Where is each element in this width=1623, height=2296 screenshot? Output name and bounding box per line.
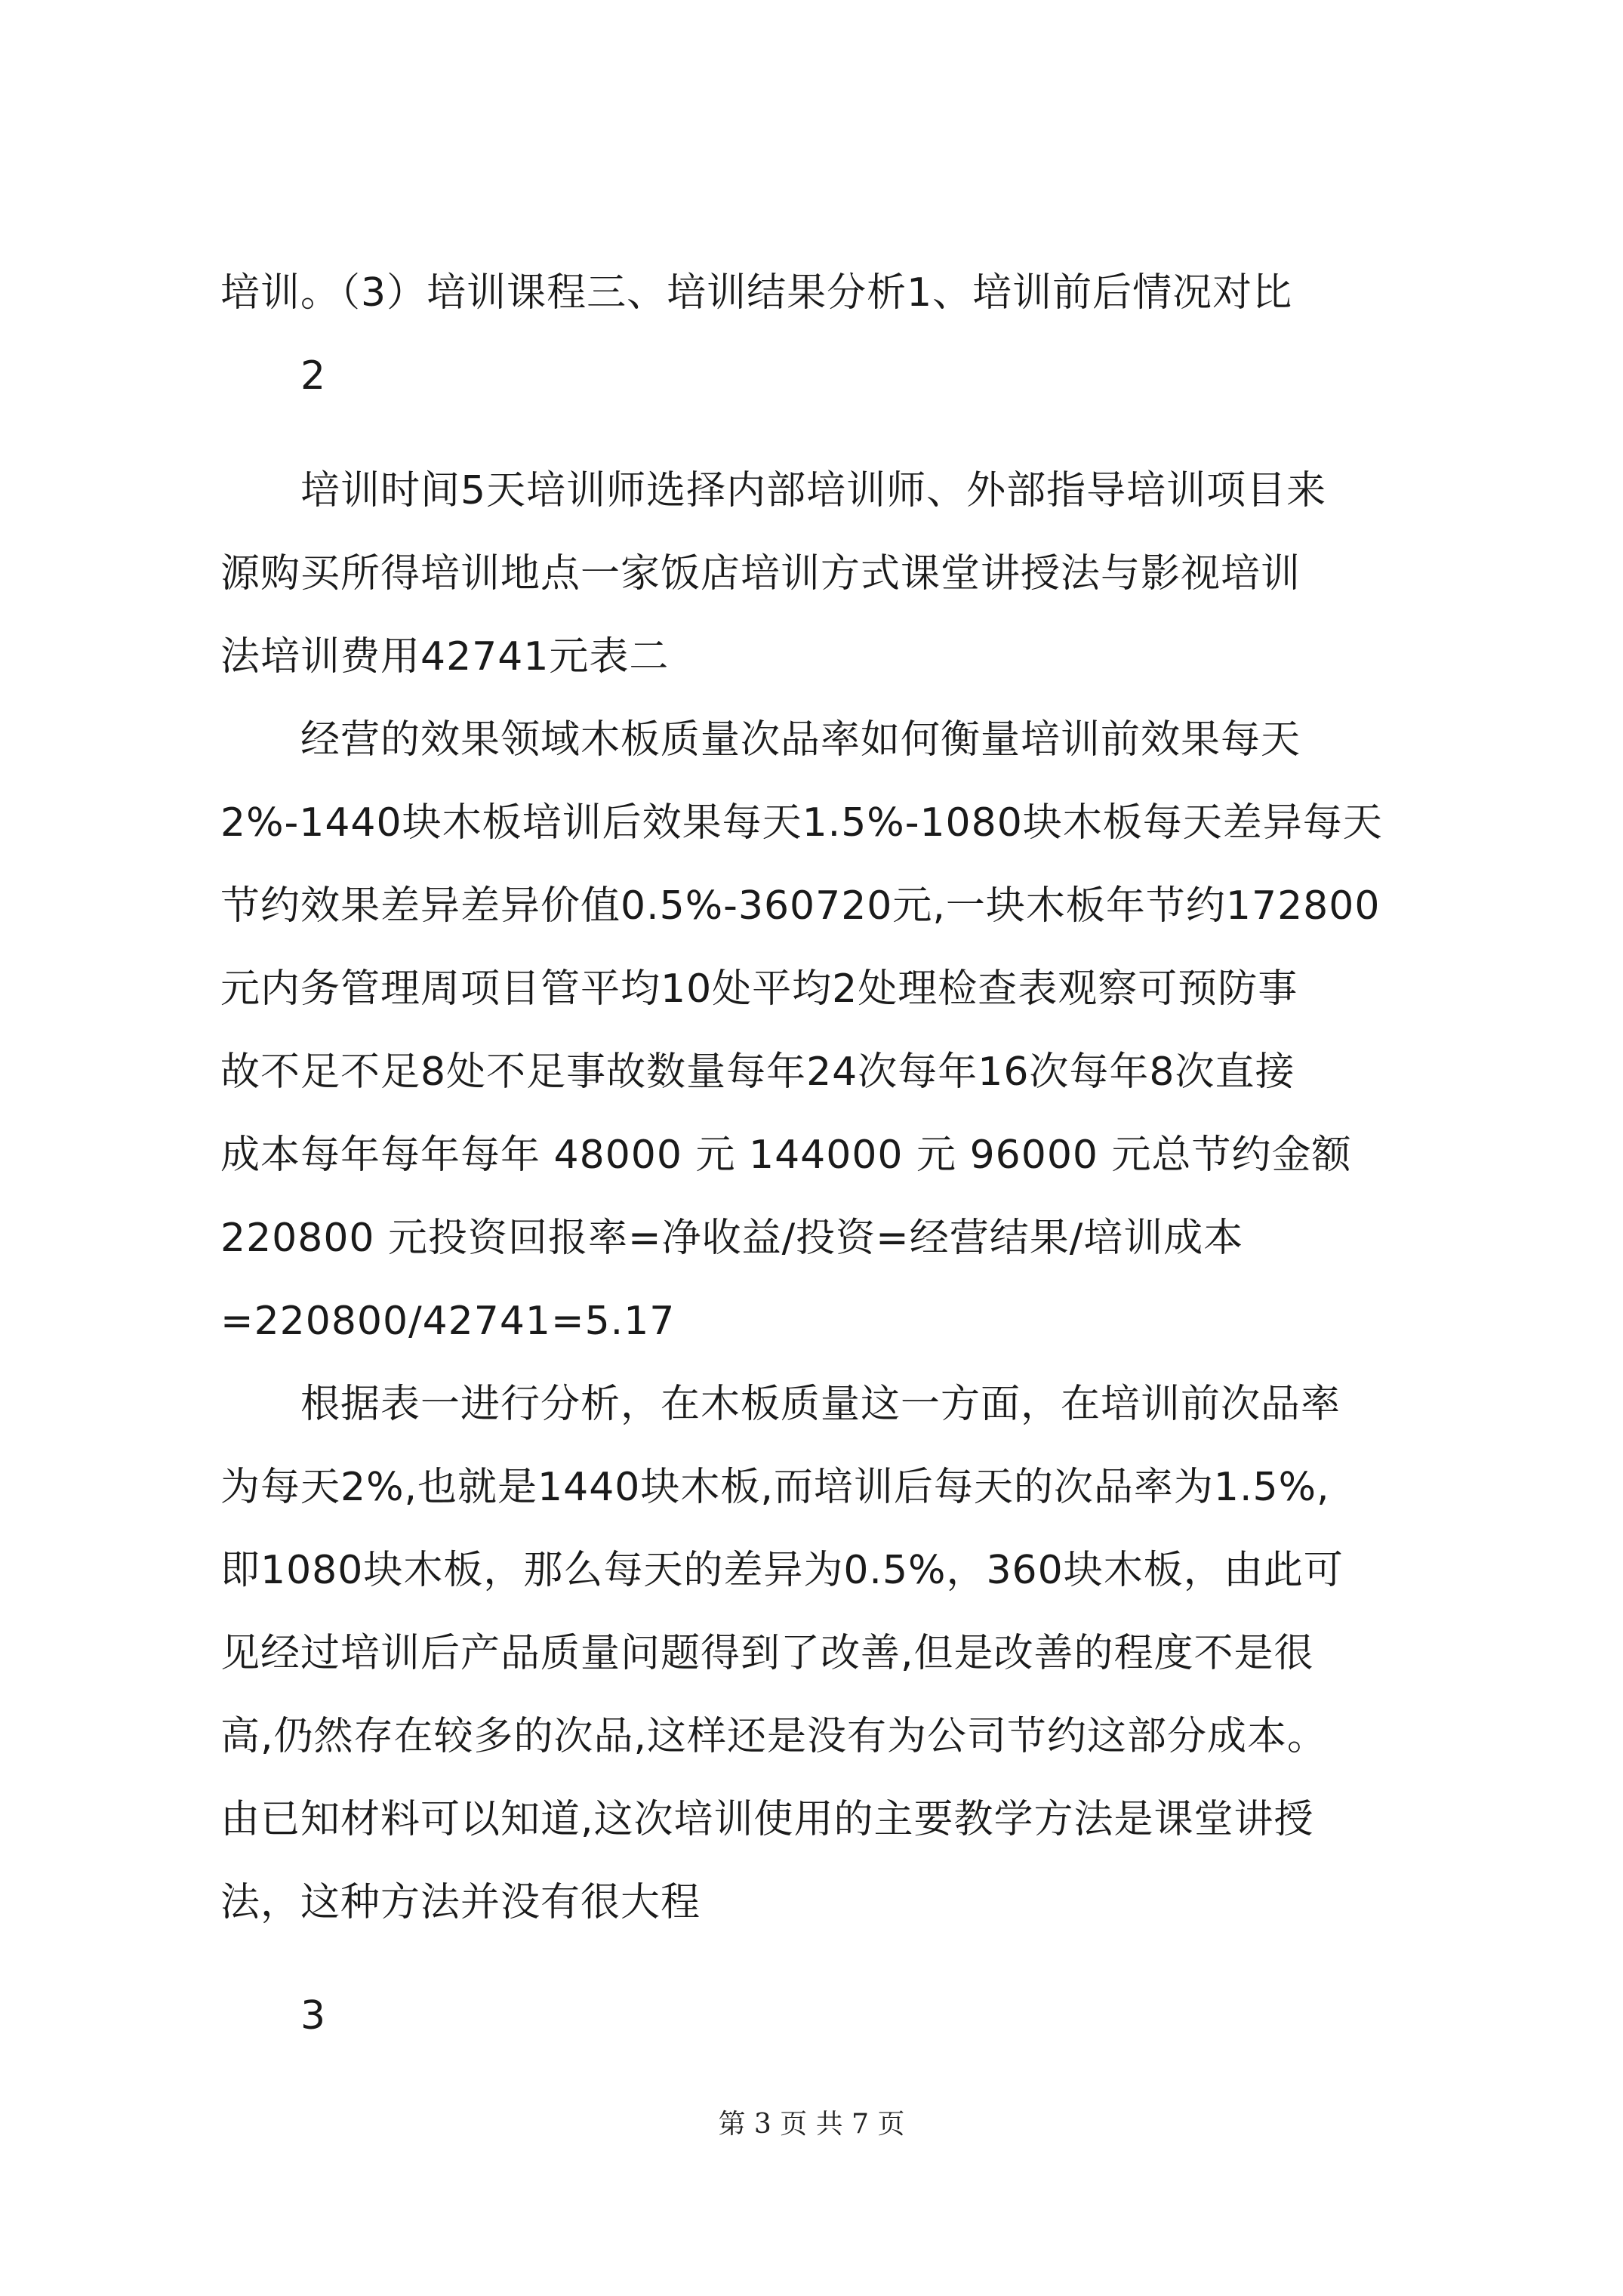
text-line: 高,仍然存在较多的次品,这样还是没有为公司节约这部分成本。 <box>220 1714 1328 1759</box>
page-footer: 第 3 页 共 7 页 <box>718 2109 905 2140</box>
text-line: 见经过培训后产品质量问题得到了改善,但是改善的程度不是很 <box>220 1631 1314 1676</box>
text-line: 即1080块木板，那么每天的差异为0.5%，360块木板，由此可 <box>220 1548 1344 1593</box>
text-line: =220800/42741=5.17 <box>220 1299 676 1344</box>
text-line: 法培训费用42741元表二 <box>220 634 670 680</box>
text-line: 节约效果差异差异价值0.5%-360720元,一块木板年节约172800 <box>220 883 1381 929</box>
text-line: 2%-1440块木板培训后效果每天1.5%-1080块木板每天差异每天 <box>220 800 1383 846</box>
text-line: 元内务管理周项目管平均10处平均2处理检查表观察可预防事 <box>220 966 1298 1012</box>
text-line: 220800 元投资回报率=净收益/投资=经营结果/培训成本 <box>220 1216 1244 1261</box>
text-line: 为每天2%,也就是1440块木板,而培训后每天的次品率为1.5%, <box>220 1465 1330 1510</box>
text-line: 根据表一进行分析，在木板质量这一方面，在培训前次品率 <box>300 1382 1341 1427</box>
text-line: 法，这种方法并没有很大程 <box>220 1880 701 1925</box>
text-line: 经营的效果领域木板质量次品率如何衡量培训前效果每天 <box>300 717 1301 763</box>
text-line: 培训。（3）培训课程三、培训结果分析1、培训前后情况对比 <box>220 270 1293 316</box>
text-line: 故不足不足8处不足事故数量每年24次每年16次每年8次直接 <box>220 1049 1295 1095</box>
text-line: 成本每年每年每年 48000 元 144000 元 96000 元总节约金额 <box>220 1133 1352 1178</box>
text-line: 由已知材料可以知道,这次培训使用的主要教学方法是课堂讲授 <box>220 1797 1314 1842</box>
text-line: 源购买所得培训地点一家饭店培训方式课堂讲授法与影视培训 <box>220 551 1301 596</box>
page-number-marker: 3 <box>300 1993 327 2039</box>
text-line: 培训时间5天培训师选择内部培训师、外部指导培训项目来 <box>300 468 1327 513</box>
page-number-marker: 2 <box>300 353 327 399</box>
